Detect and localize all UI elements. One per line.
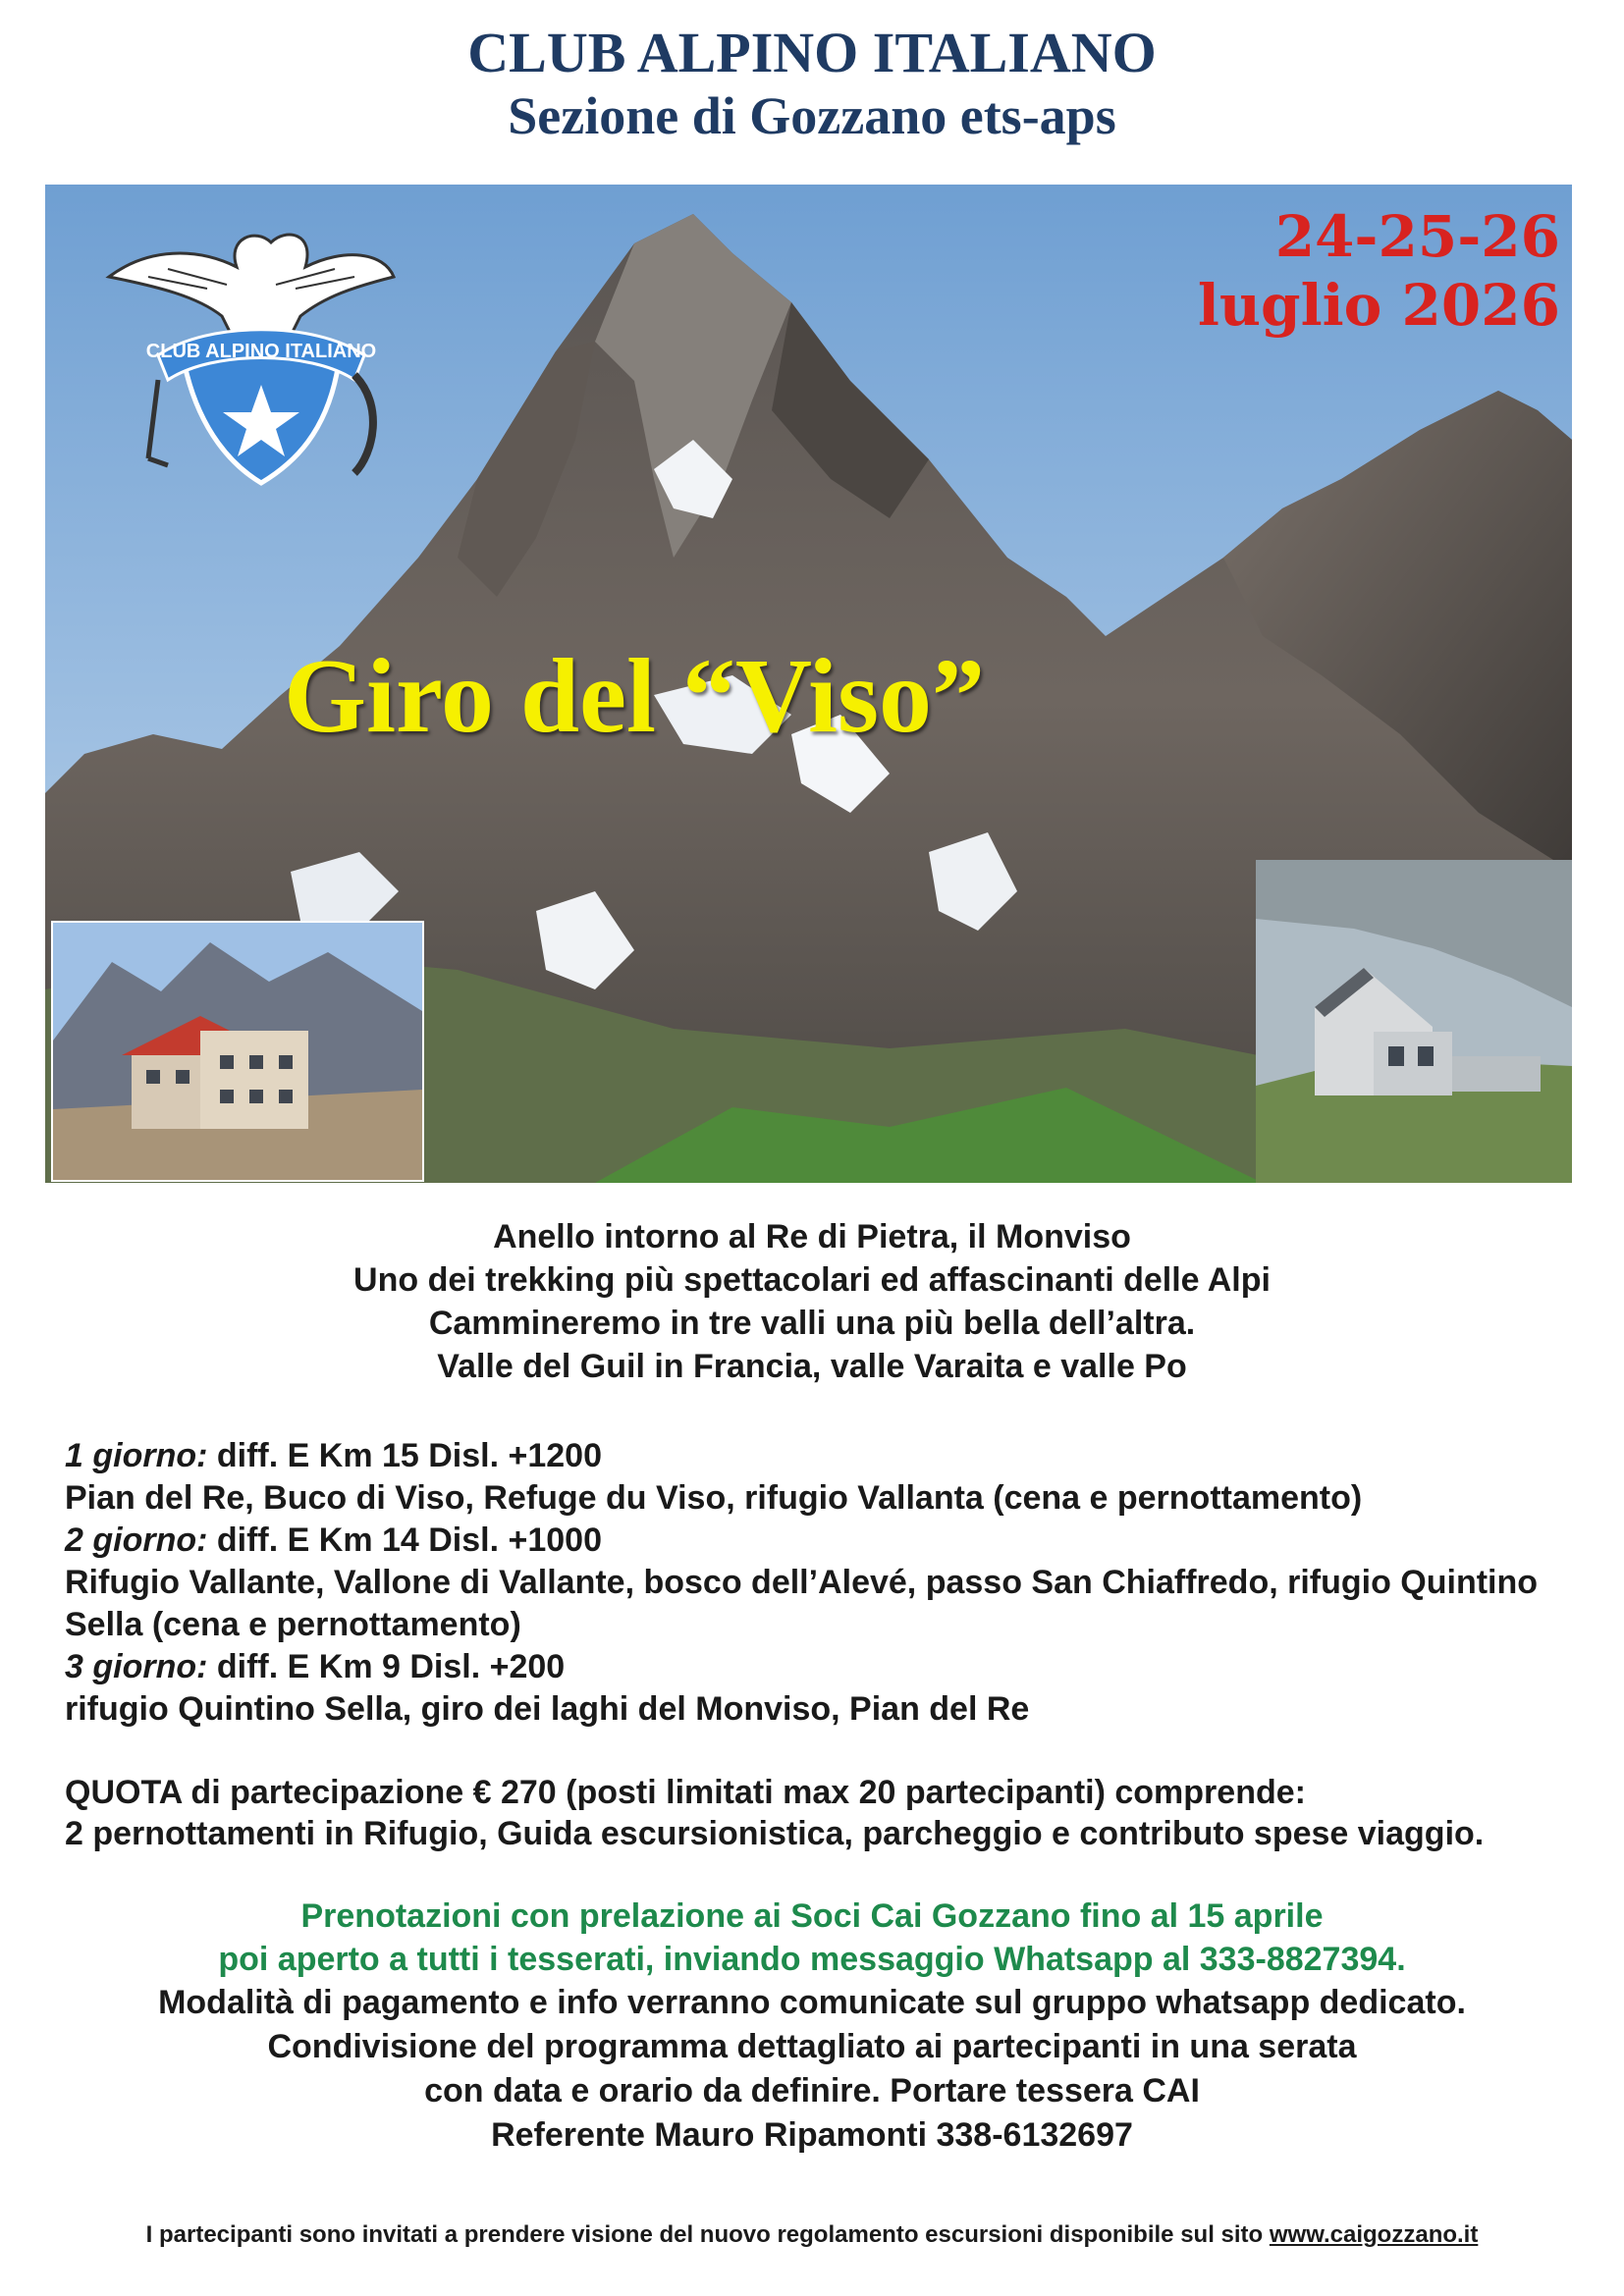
rifugio-building-scene <box>53 923 422 1180</box>
day-1-stats: diff. E Km 15 Disl. +1200 <box>207 1437 602 1474</box>
section-name: Sezione di Gozzano ets-aps <box>508 86 1116 145</box>
event-month-year: luglio 2026 <box>1197 272 1560 339</box>
booking-line: Prenotazioni con prelazione ai Soci Cai Gozzano fino al 15 aprile <box>300 1897 1324 1935</box>
logo-text: CLUB ALPINO ITALIANO <box>145 341 377 362</box>
footer-note <box>0 2219 1624 2251</box>
rifugio-photo-right <box>1256 860 1572 1183</box>
day-3-route: rifugio Quintino Sella, giro dei laghi del Monviso, Pian del Re <box>65 1690 1030 1728</box>
day-2-label: 2 giorno: <box>65 1522 208 1559</box>
club-name: CLUB ALPINO ITALIANO <box>467 21 1157 84</box>
price-section <box>65 1772 1597 1854</box>
day-3-stats: diff. E Km 9 Disl. +200 <box>207 1648 566 1685</box>
day-1-route: Pian del Re, Buco di Viso, Refuge du Viso, rifugio Vallanta (cena e pernottamento) <box>65 1479 1363 1517</box>
intro-text <box>0 1215 1624 1388</box>
day-1-header <box>65 1435 1597 1477</box>
info-line: con data e orario da definire. Portare tessera CAI <box>424 2072 1200 2109</box>
day-2-header <box>65 1520 1597 1562</box>
day-2-stats: diff. E Km 14 Disl. +1000 <box>207 1522 602 1559</box>
rifugio-photo-left <box>51 921 424 1182</box>
booking-line: poi aperto a tutti i tesserati, inviando messaggio Whatsapp al 333-8827394. <box>218 1941 1406 1978</box>
footer-text: I partecipanti sono invitati a prendere visione del nuovo regolamento escursioni disponibile sul sito <box>145 2221 1270 2248</box>
cai-logo <box>89 208 404 503</box>
intro-line: Anello intorno al Re di Pietra, il Monviso <box>493 1218 1131 1255</box>
intro-line: Valle del Guil in Francia, valle Varaita e valle Po <box>437 1348 1187 1385</box>
modern-rifugio-scene <box>1256 860 1572 1183</box>
booking-info <box>0 1895 1624 1981</box>
info-line: Modalità di pagamento e info verranno comunicate sul gruppo whatsapp dedicato. <box>158 1984 1466 2021</box>
event-title: Giro del “Viso” <box>283 638 986 755</box>
day-1-label: 1 giorno: <box>65 1437 208 1474</box>
itinerary <box>65 1435 1597 1731</box>
price-includes: 2 pernottamenti in Rifugio, Guida escursionistica, parcheggio e contributo spese viaggio. <box>65 1815 1485 1852</box>
additional-info <box>0 1981 1624 2158</box>
hero-image <box>45 185 1572 1183</box>
website-link[interactable]: www.caigozzano.it <box>1269 2221 1479 2248</box>
event-date <box>1198 202 1560 340</box>
event-days: 24-25-26 <box>1274 203 1560 270</box>
cai-eagle-shield-logo-icon <box>89 208 404 503</box>
page-header <box>0 22 1624 147</box>
intro-line: Cammineremo in tre valli una più bella dell’altra. <box>428 1305 1196 1342</box>
contact-line: Referente Mauro Ripamonti 338-6132697 <box>491 2116 1133 2154</box>
day-3-label: 3 giorno: <box>65 1648 208 1685</box>
day-2-route: Rifugio Vallante, Vallone di Vallante, bosco dell’Alevé, passo San Chiaffredo, rifugio Quintino Sella (cena e pernottamento) <box>65 1564 1539 1643</box>
price-line: QUOTA di partecipazione € 270 (posti limitati max 20 partecipanti) comprende: <box>65 1774 1306 1811</box>
intro-line: Uno dei trekking più spettacolari ed affascinanti delle Alpi <box>353 1261 1271 1299</box>
info-line: Condivisione del programma dettagliato ai partecipanti in una serata <box>267 2028 1357 2065</box>
day-3-header <box>65 1646 1597 1688</box>
